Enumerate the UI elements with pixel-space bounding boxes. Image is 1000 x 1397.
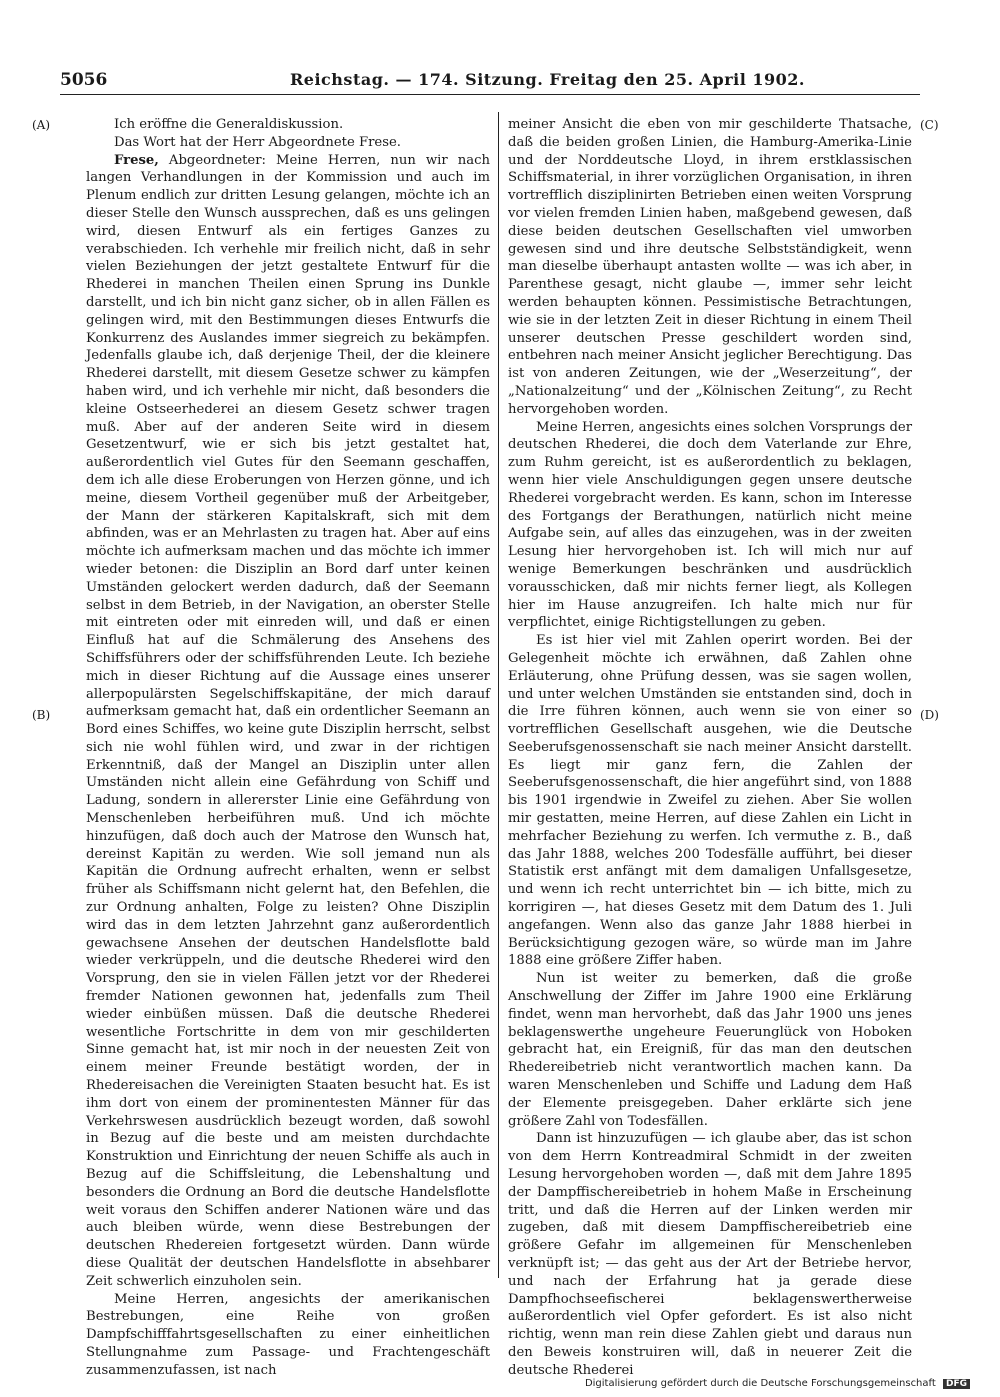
digitization-credit [585, 1378, 970, 1389]
paragraph: Nun ist weiter zu bemerken, daß die große Anschwellung der Ziffer im Jahre 1900 eine Erklärung findet, wenn man hervorhebt, daß das Jahr 1900 uns jenes beklagenswerthe ungeheure Feuerunglück von Hoboken gebracht hat, ein Ereigniß, für das man den deutschen Rhedereibetrieb nicht verantwortlich machen kann. Da waren Menschenleben und Schiffe und Ladung dem Haß der Elemente preisgegeben. Daher erklärte sich jene größere Zahl von Todesfällen. [508, 971, 912, 1129]
dfg-logo: DFG [943, 1379, 970, 1389]
speech-text: Abgeordneter: Meine Herren, nun wir nach langen Verhandlungen in der Kommission und auch im Plenum endlich zur dritten Lesung gelangen, möchte ich an dieser Stelle den Wunsch aussprechen, daß es uns gelingen wird, diesen Entwurf als ein fertiges Ganzes zu verabschieden. Ich verhehle mir freilich nicht, daß in sehr vielen Beziehungen der jetzt gestaltete Entwurf für die Rhederei in manchen Theilen einen Sprung ins Dunkle darstellt, und ich bin nicht ganz sicher, ob in allen Fällen es gelingen wird, mit den Bestimmungen dieses Entwurfs die Konkurrenz des Auslandes immer siegreich zu bekämpfen. Jedenfalls glaube ich, daß derjenige Theil, der die kleinere Rhederei darstellt, mit diesem Gesetze schwer zu kämpfen haben wird, und ich verhehle mir nicht, daß besonders die kleine Ostseerhederei an diesem Gesetz schwer tragen muß. Aber auf der anderen Seite wird in diesem Gesetzentwurf, wie er sich bis jetzt gestaltet hat, außerordentlich viel Gutes für den Seemann geschaffen, dem ich alle diese Eroberungen von Herzen gönne, und ich meine, diesem Vortheil gegenüber muß der Arbeitgeber, der Mann der stärkeren Kapitalskraft, sich mit dem abfinden, was er an Mehrlasten zu tragen hat. Aber auf eins möchte ich aufmerksam machen und das möchte ich immer wieder betonen: die Disziplin an Bord darf unter keinen Umständen gelockert werden dadurch, daß der Seemann selbst in dem Betrieb, in der Navigation, an oberster Stelle mit eintreten oder mit einreden will, und daß er einen Einfluß hat auf die Schmälerung des Ansehens des Schiffsführers oder der schiffsführenden Leute. Ich beziehe mich in dieser Richtung auf die Aussage eines unserer allerpopulärsten Segelschiffskapitäne, der mich darauf aufmerksam gemacht hat, daß ein ordentlicher Seemann an Bord eines Schiffes, wo keine gute Disziplin herrscht, selbst sich nie wohl fühlen wird, und zwar in der richtigen Erkenntniß, daß der Mangel an Disziplin unter allen Umständen nicht allein eine Gefährdung von Schiff und Ladung, sondern in allererster Linie eine Gefährdung von Menschenleben herbeiführen muß. Und ich möchte hinzufügen, daß doch auch der Matrose den Wunsch hat, dereinst Kapitän zu werden. Wie soll jemand nun als Kapitän die Ordnung aufrecht erhalten, wenn er selbst früher als Schiffsmann nicht gelernt hat, den Befehlen, die zur Ordnung anhalten, Folge zu leisten? Ohne Disziplin wird das in dem letzten Jahrzehnt ganz außerordentlich gewachsene Ansehen der deutschen Handelsflotte bald wieder verkrüppeln, und die deutsche Rhederei wird den Vorsprung, den sie in vielen Fällen jetzt vor der Rhederei fremder Nationen gewonnen hat, jedenfalls zum Theil wieder einbüßen müssen. Daß die deutsche Rhederei wesentliche Fortschritte in dem von mir geschilderten Sinne gemacht hat, ist mir noch in der neuesten Zeit von einem meiner Freunde bestätigt worden, der in Rhedereisachen die Vereinigten Staaten besucht hat. Es ist ihm dort von einem der prominentesten Männer für das Verkehrswesen ausdrücklich bezeugt worden, daß sowohl in Bezug auf die beste und am meisten durchdachte Konstruktion und Einrichtung der neuen Schiffe als auch in Bezug auf die Schiffsleitung, die Lebenshaltung und besonders die Ordnung an Bord die deutsche Handelsflotte weit voraus den Schiffen anderer Nationen wäre und das auch bleiben würde, wenn diese Bestrebungen der deutschen Rhedereien fortgesetzt würden. Dann würde diese Qualität der deutschen Handelsflotte in absehbarer Zeit schwerlich einzuholen sein. [86, 152, 490, 1289]
paragraph: Dann ist hinzuzufügen — ich glaube aber, das ist schon von dem Herrn Kontreadmiral Schmidt in der zweiten Lesung hervorgehoben worden —, daß mit dem Jahre 1895 der Dampffischereibetrieb in hohem Maße in Erscheinung tritt, und daß die Herren auf der Linken werden mir zugeben, daß mit diesem Dampffischereibetrieb eine größere Gefahr im allgemeinen für Menschenleben verknüpft ist; — das geht aus der Art der Betriebe hervor, und nach der Erfahrung hat ja gerade diese Dampfhochseefischerei beklagenswertherweise außerordentlich viel Opfer gefordert. Es ist also nicht richtig, wenn man rein diese Zahlen giebt und daraus nun den Beweis konstruiren will, daß in neuerer Zeit die deutsche Rhederei [508, 1131, 912, 1378]
paragraph: Meine Herren, angesichts der amerikanischen Bestrebungen, eine Reihe von großen Dampfschifffahrtsgesellschaften zu einer einheitlichen Stellungnahme zum Passage- und Frachtengeschäft zusammenzufassen, ist nach [86, 1291, 490, 1378]
margin-letter-b: (B) [32, 708, 51, 722]
speech-paragraph [86, 152, 490, 1291]
paragraph: Es ist hier viel mit Zahlen operirt worden. Bei der Gelegenheit möchte ich erwähnen, daß Zahlen ohne Erläuterung, ohne Prüfung dessen, was sie sagen wollen, und unter welchen Umständen sie entstanden sind, doch in die Irre führen können, auch wenn sie von einer so vortrefflichen Gesellschaft ausgehen, wie die Deutsche Seeberufsgenossenschaft sie nach meiner Ansicht darstellt. Es liegt mir ganz fern, die Zahlen der Seeberufsgenossenschaft, die hier angeführt sind, von 1888 bis 1901 irgendwie in Zweifel zu ziehen. Aber Sie wollen mir gestatten, meine Herren, auf diese Zahlen ein Licht in mehrfacher Beziehung zu werfen. Ich vermuthe z. B., daß das Jahr 1888, welches 200 Todesfälle aufführt, bei dieser Statistik erst anfängt mit dem damaligen Unfallsgesetze, und wenn ich recht unterrichtet bin — ich bitte, mich zu korrigiren —, hat dieses Gesetz mit dem Datum des 1. Juli angefangen. Wenn also das ganze Jahr 1888 hierbei in Berücksichtigung gezogen wäre, so würde man im Jahre 1888 eine größere Ziffer haben. [508, 633, 912, 969]
paragraph: Das Wort hat der Herr Abgeordnete Frese. [114, 134, 401, 150]
left-column [86, 116, 490, 1380]
page-number: 5056 [60, 70, 108, 90]
credit-text: Digitalisierung gefördert durch die Deutsche Forschungsgemeinschaft [584, 1378, 936, 1389]
margin-letter-a: (A) [32, 118, 51, 132]
paragraph: Ich eröffne die Generaldiskussion. [114, 117, 344, 132]
right-column [508, 116, 912, 1380]
margin-letter-c: (C) [920, 118, 939, 132]
margin-letter-d: (D) [920, 708, 939, 722]
paragraph: meiner Ansicht die eben von mir geschilderte Thatsache, daß die beiden großen Linien, die Hamburg-Amerika-Linie und der Norddeutsche Lloyd, in ihrem erstklassischen Schiffsmaterial, in ihrer vorzüglichen Organisation, in ihren vortrefflich disziplinirten Betrieben einen weiten Vorsprung vor vielen fremden Linien haben, maßgebend gewesen, daß diese beiden deutschen Gesellschaften viel umworben gewesen sind und ihre deutsche Selbstständigkeit, wenn man dieselbe überhaupt antasten wollte — was ich aber, in Parenthese gesagt, nicht glaube —, immer sehr leicht werden behaupten können. Pessimistische Betrachtungen, wie sie in der letzten Zeit in dieser Richtung in einem Theil unserer deutschen Presse geschildert worden sind, entbehren nach meiner Ansicht jeglicher Berechtigung. Das ist von anderen Zeitungen, wie der „Weserzeitung“, der „Nationalzeitung“ und der „Kölnischen Zeitung“, zu Recht hervorgehoben worden. [508, 117, 912, 417]
column-divider [498, 112, 499, 1278]
page-header [60, 70, 920, 95]
paragraph: Meine Herren, angesichts eines solchen Vorsprungs der deutschen Rhederei, die doch dem Vaterlande zur Ehre, zum Ruhm gereicht, ist es außerordentlich zu beklagen, wenn hier viele Anschuldigungen gegen unsere deutsche Rhederei vorgebracht werden. Es kann, schon im Interesse des Fortgangs der Berathungen, natürlich nicht meine Aufgabe sein, auf alles das einzugehen, was in der zweiten Lesung hier hervorgehoben ist. Ich will mich nur auf wenige Bemerkungen beschränken und ausdrücklich vorausschicken, daß mir nichts ferner liegt, als Kollegen hier im Hause anzugreifen. Ich halte mich nur für verpflichtet, einige Richtigstellungen zu geben. [508, 419, 912, 631]
speaker-name: Frese, [114, 152, 159, 168]
running-title: Reichstag. — 174. Sitzung. Freitag den 25. April 1902. [290, 70, 805, 89]
